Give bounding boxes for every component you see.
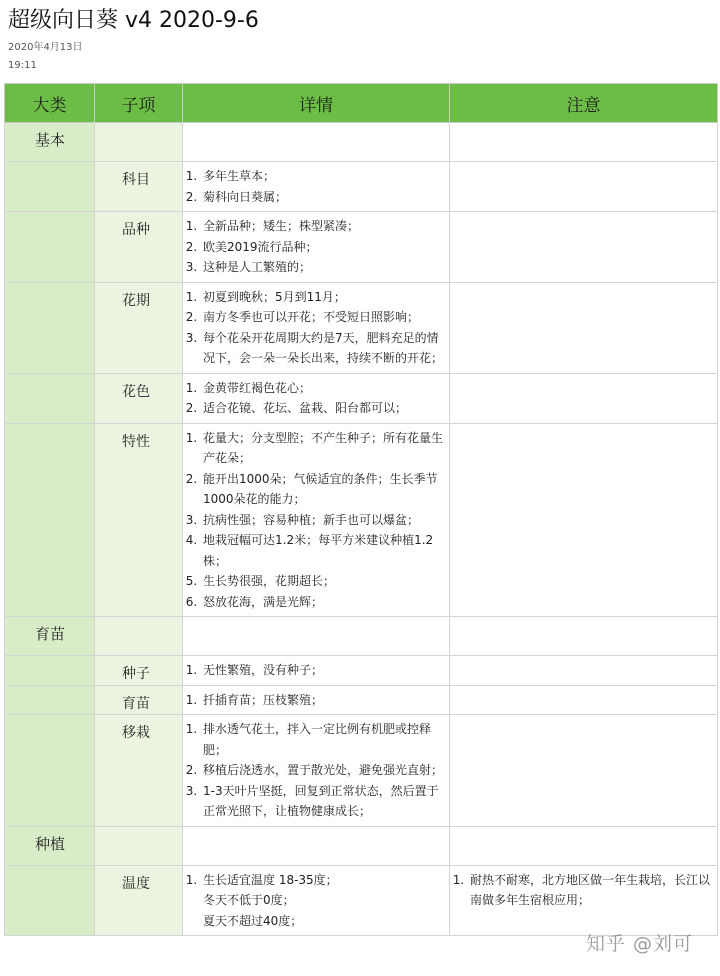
details-cell bbox=[183, 282, 450, 373]
details-cell bbox=[183, 212, 450, 283]
empty-cell bbox=[5, 685, 95, 715]
empty-cell bbox=[450, 826, 718, 865]
subitem-cell: 花期 bbox=[95, 282, 183, 373]
table-row bbox=[5, 656, 718, 686]
detail-item: 2. 欧美2019流行品种； bbox=[201, 237, 449, 258]
header-subitem: 子项 bbox=[95, 84, 183, 123]
empty-cell bbox=[5, 715, 95, 827]
notes-cell bbox=[450, 282, 718, 373]
details-cell bbox=[183, 656, 450, 686]
empty-cell bbox=[450, 123, 718, 162]
empty-cell bbox=[5, 656, 95, 686]
details-cell bbox=[183, 685, 450, 715]
details-cell bbox=[183, 715, 450, 827]
detail-item: 1. 全新品种；矮生；株型紧凑； bbox=[201, 216, 449, 237]
detail-item: 2. 南方冬季也可以开花；不受短日照影响； bbox=[201, 307, 449, 328]
page-time: 19:11 bbox=[8, 60, 37, 71]
details-cell bbox=[183, 423, 450, 617]
detail-item bbox=[201, 870, 449, 932]
category-row bbox=[5, 826, 718, 865]
subitem-cell: 温度 bbox=[95, 865, 183, 936]
empty-cell bbox=[95, 617, 183, 656]
detail-item: 3. 抗病性强；容易种植；新手也可以爆盆； bbox=[201, 510, 449, 531]
notes-cell bbox=[450, 865, 718, 936]
subitem-cell: 育苗 bbox=[95, 685, 183, 715]
page-title: 超级向日葵 v4 2020-9-6 bbox=[8, 8, 259, 33]
table-header-row bbox=[5, 84, 718, 123]
notes-cell bbox=[450, 373, 718, 423]
detail-item: 1. 初夏到晚秋；5月到11月； bbox=[201, 287, 449, 308]
details-cell bbox=[183, 373, 450, 423]
watermark: 知乎 @刘可 bbox=[586, 933, 694, 955]
note-item: 1. 耐热不耐寒，北方地区做一年生栽培，长江以南做多年生宿根应用； bbox=[468, 870, 717, 911]
detail-item: 1. 无性繁殖，没有种子； bbox=[201, 660, 449, 681]
detail-text: 冬天不低于0度； bbox=[203, 893, 295, 907]
notes-cell bbox=[450, 162, 718, 212]
notes-cell bbox=[450, 423, 718, 617]
detail-item: 2. 移植后浇透水，置于散光处，避免强光直射； bbox=[201, 760, 449, 781]
empty-cell bbox=[183, 826, 450, 865]
detail-item: 2. 能开出1000朵；气候适宜的条件；生长季节1000朵花的能力； bbox=[201, 469, 449, 510]
empty-cell bbox=[95, 826, 183, 865]
detail-item: 2. 菊科向日葵属； bbox=[201, 187, 449, 208]
empty-cell bbox=[5, 282, 95, 373]
empty-cell bbox=[183, 617, 450, 656]
subitem-cell: 科目 bbox=[95, 162, 183, 212]
detail-item: 3. 1-3天叶片坚挺，回复到正常状态，然后置于正常光照下，让植物健康成长； bbox=[201, 781, 449, 822]
subitem-cell: 移栽 bbox=[95, 715, 183, 827]
detail-item: 4. 地栽冠幅可达1.2米；每平方米建议种植1.2株； bbox=[201, 530, 449, 571]
subitem-cell: 品种 bbox=[95, 212, 183, 283]
detail-item: 3. 每个花朵开花周期大约是7天，肥料充足的情况下，会一朵一朵长出来，持续不断的开花； bbox=[201, 328, 449, 369]
category-row bbox=[5, 617, 718, 656]
details-cell bbox=[183, 865, 450, 936]
header-notes: 注意 bbox=[450, 84, 718, 123]
table-row bbox=[5, 162, 718, 212]
table-row bbox=[5, 865, 718, 936]
table-row bbox=[5, 715, 718, 827]
empty-cell bbox=[183, 123, 450, 162]
detail-item: 1. 金黄带红褐色花心； bbox=[201, 378, 449, 399]
table-row bbox=[5, 212, 718, 283]
empty-cell bbox=[5, 162, 95, 212]
detail-item: 1. 多年生草本； bbox=[201, 166, 449, 187]
header-details: 详情 bbox=[183, 84, 450, 123]
empty-cell bbox=[95, 123, 183, 162]
sunflower-info-table bbox=[4, 83, 718, 936]
table-row bbox=[5, 373, 718, 423]
category-row bbox=[5, 123, 718, 162]
empty-cell bbox=[450, 617, 718, 656]
subitem-cell: 花色 bbox=[95, 373, 183, 423]
notes-cell bbox=[450, 212, 718, 283]
detail-item: 1. 花量大；分支型腔；不产生种子；所有花量生产花朵； bbox=[201, 428, 449, 469]
category-cell: 种植 bbox=[5, 826, 95, 865]
detail-text: 夏天不超过40度； bbox=[203, 913, 303, 928]
category-cell: 育苗 bbox=[5, 617, 95, 656]
empty-cell bbox=[5, 423, 95, 617]
detail-item: 5. 生长势很强，花期超长； bbox=[201, 571, 449, 592]
subitem-cell: 特性 bbox=[95, 423, 183, 617]
notes-cell bbox=[450, 656, 718, 686]
table-row bbox=[5, 423, 718, 617]
detail-item: 6. 怒放花海，满是光辉； bbox=[201, 592, 449, 613]
table-row bbox=[5, 685, 718, 715]
header-category: 大类 bbox=[5, 84, 95, 123]
details-cell bbox=[183, 162, 450, 212]
detail-item: 3. 这种是人工繁殖的； bbox=[201, 257, 449, 278]
detail-item: 1. 扦插育苗；压枝繁殖； bbox=[201, 690, 449, 711]
empty-cell bbox=[5, 373, 95, 423]
empty-cell bbox=[5, 865, 95, 936]
subitem-cell: 种子 bbox=[95, 656, 183, 686]
detail-text: 生长适宜温度 18-35度； bbox=[203, 872, 338, 887]
category-cell: 基本 bbox=[5, 123, 95, 162]
detail-item: 1. 排水透气花土，拌入一定比例有机肥或控释肥； bbox=[201, 719, 449, 760]
empty-cell bbox=[5, 212, 95, 283]
notes-cell bbox=[450, 715, 718, 827]
detail-item: 2. 适合花镜、花坛、盆栽、阳台都可以； bbox=[201, 398, 449, 419]
notes-cell bbox=[450, 685, 718, 715]
page-date: 2020年4月13日 bbox=[8, 42, 83, 53]
table-row bbox=[5, 282, 718, 373]
